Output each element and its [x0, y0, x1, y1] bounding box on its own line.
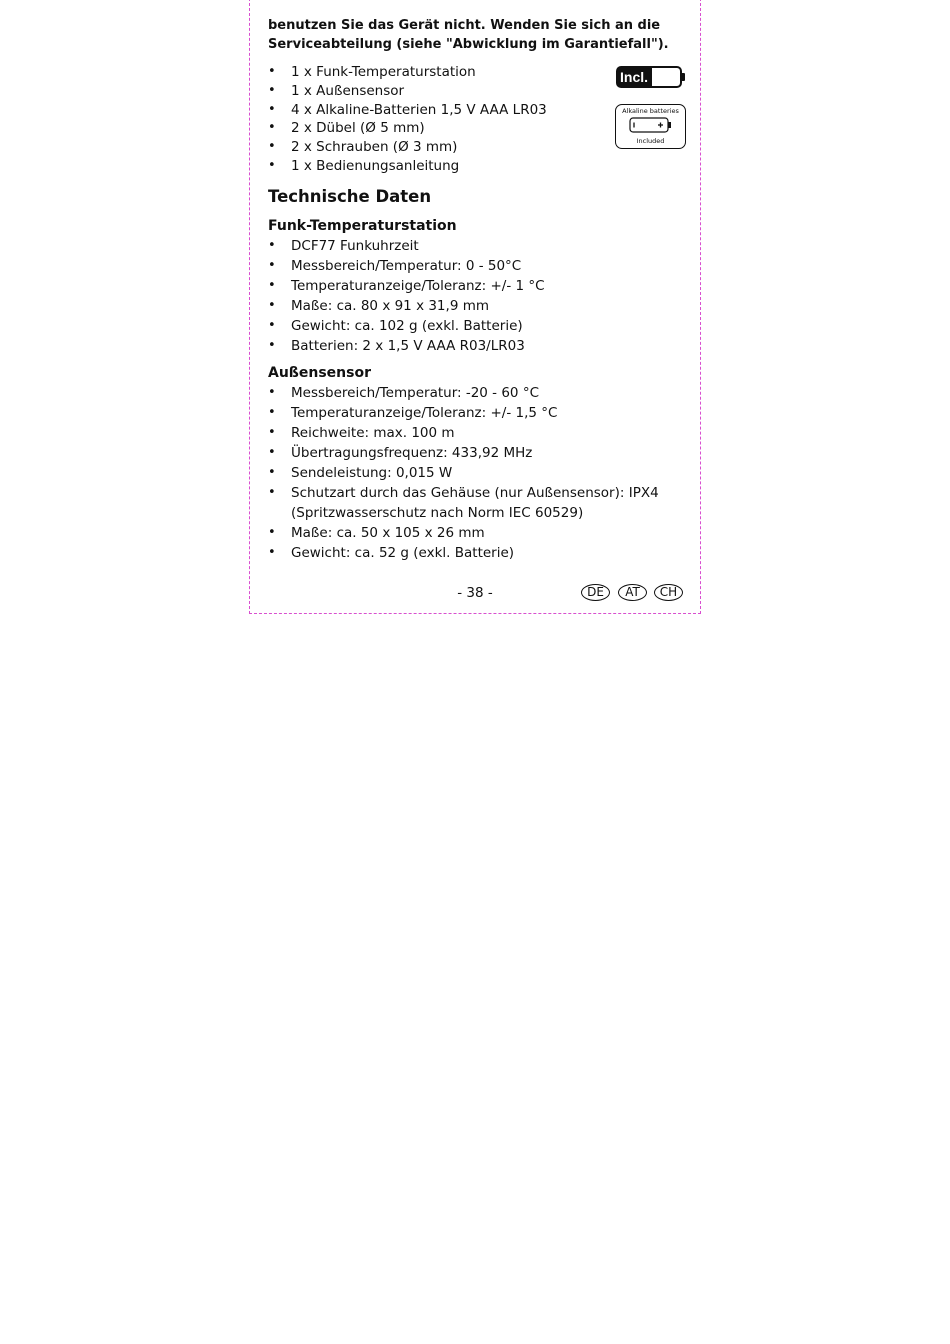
list-item: • Schutzart durch das Gehäuse (nur Außensensor): IPX4 (Spritzwasserschutz nach Norm IEC 60529) [268, 483, 688, 523]
battery-included-badge [616, 66, 686, 88]
sensor-heading: Außensensor [268, 364, 371, 381]
list-item: • 1 x Funk-Temperaturstation [268, 63, 688, 82]
technical-data-heading: Technische Daten [268, 186, 432, 206]
list-item: • 1 x Außensensor [268, 82, 688, 101]
list-item: • Maße: ca. 80 x 91 x 31,9 mm [268, 296, 688, 316]
alkaline-bottom-label: Included [636, 137, 665, 145]
list-item: • 4 x Alkaline-Batterien 1,5 V AAA LR03 [268, 101, 688, 120]
station-specs-list [268, 236, 688, 356]
country-badge-at: AT [618, 584, 647, 601]
list-item: • Übertragungsfrequenz: 433,92 MHz [268, 443, 688, 463]
station-heading: Funk-Temperaturstation [268, 217, 457, 234]
alkaline-top-label: Alkaline batteries [622, 107, 679, 115]
list-item: • Temperaturanzeige/Toleranz: +/- 1,5 °C [268, 403, 688, 423]
country-badge-de: DE [581, 584, 610, 601]
country-badge-ch: CH [654, 584, 683, 601]
page-footer [250, 583, 702, 603]
list-item: • Gewicht: ca. 102 g (exkl. Batterie) [268, 316, 688, 336]
list-item: • 2 x Schrauben (Ø 3 mm) [268, 138, 688, 157]
list-item: • 2 x Dübel (Ø 5 mm) [268, 119, 688, 138]
list-item: • Maße: ca. 50 x 105 x 26 mm [268, 523, 688, 543]
list-item: • Reichweite: max. 100 m [268, 423, 688, 443]
list-item: • Messbereich/Temperatur: -20 - 60 °C [268, 383, 688, 403]
incl-label: Incl. [620, 69, 649, 85]
manual-page [249, 0, 701, 614]
list-item: • DCF77 Funkuhrzeit [268, 236, 688, 256]
list-item: • Messbereich/Temperatur: 0 - 50°C [268, 256, 688, 276]
battery-icon [616, 66, 686, 88]
list-item: • Sendeleistung: 0,015 W [268, 463, 688, 483]
page-number: - 38 - [457, 585, 493, 601]
list-item: • Gewicht: ca. 52 g (exkl. Batterie) [268, 543, 688, 563]
alkaline-batteries-badge [615, 104, 686, 149]
intro-paragraph: benutzen Sie das Gerät nicht. Wenden Sie sich an die Serviceabteilung (siehe "Abwicklung im Garantiefall"). [268, 18, 669, 52]
list-item: • Batterien: 2 x 1,5 V AAA R03/LR03 [268, 336, 688, 356]
page-content [268, 16, 688, 563]
list-item: • Temperaturanzeige/Toleranz: +/- 1 °C [268, 276, 688, 296]
battery-outline-icon [629, 117, 673, 133]
list-item: • 1 x Bedienungsanleitung [268, 157, 688, 176]
sensor-specs-list [268, 383, 688, 563]
